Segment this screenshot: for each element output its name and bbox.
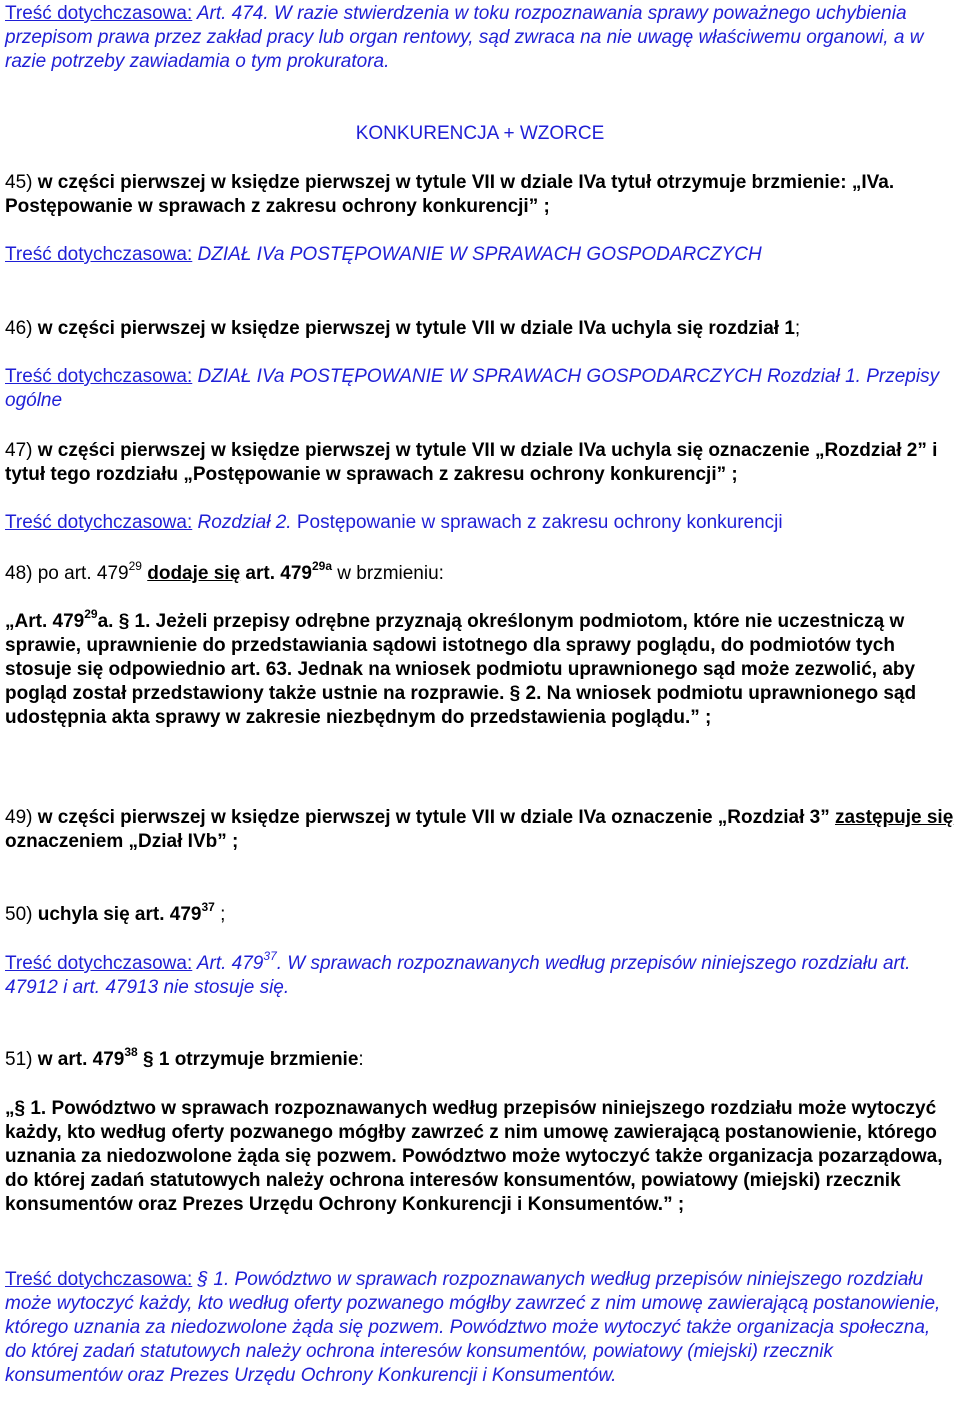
item-tail: ; [214, 904, 226, 925]
item-47-previous-text [5, 511, 955, 535]
item-tail: ; [794, 318, 801, 339]
superscript: 38 [124, 1044, 138, 1059]
item-text: uchyla się art. 479 [37, 904, 202, 925]
item-47 [5, 439, 955, 487]
superscript: 29 [128, 558, 142, 573]
item-article: art. 479 [240, 563, 312, 584]
previous-text-label: Treść dotychczasowa: [5, 244, 193, 265]
item-51 [5, 1044, 955, 1072]
item-46 [5, 317, 955, 341]
previous-text-italic: Rozdział 2. [192, 512, 292, 533]
previous-text-label: Treść dotychczasowa: [5, 366, 193, 387]
item-48 [5, 558, 955, 586]
previous-text-label: Treść dotychczasowa: [5, 1269, 193, 1290]
superscript: 29 [84, 606, 98, 621]
item-48-body [5, 606, 955, 730]
previous-text-body: DZIAŁ IVa POSTĘPOWANIE W SPRAWACH GOSPODARCZYCH Rozdział 1. Przepisy ogólne [5, 366, 940, 411]
previous-text-label: Treść dotychczasowa: [5, 3, 193, 24]
item-number: 48) po art. 479 [5, 563, 129, 584]
item-tail: § 1 otrzymuje brzmienie [137, 1049, 359, 1070]
previous-text-label: Treść dotychczasowa: [5, 953, 193, 974]
superscript: 37 [263, 948, 277, 963]
item-text: w art. 479 [37, 1049, 125, 1070]
previous-text-label: Treść dotychczasowa: [5, 512, 193, 533]
item-51-body: „§ 1. Powództwo w sprawach rozpoznawanych według przepisów niniejszego rozdziału może wytoczyć każdy, kto według oferty pozwanego mógłby zawrzeć z nim umowę zawierającą postanowienie, którego uznania za niedozwolone żąda się pozwem. Powództwo może wytoczyć także organizacja pozarządowa, do której zadań statutowych należy ochrona interesów konsumentów, powiatowy (miejski) rzecznik konsumentów oraz Prezes Urzędu Ochrony Konkurencji i Konsumentów.” ; [5, 1098, 943, 1215]
item-action: zastępuje się [834, 807, 954, 828]
section-heading: KONKURENCJA + WZORCE [355, 123, 605, 144]
item-action: dodaje się [147, 563, 241, 584]
previous-text-body: § 1. Powództwo w sprawach rozpoznawanych według przepisów niniejszego rozdziału może wytoczyć każdy, kto według oferty pozwanego mógłby zawrzeć z nim umowę zawierającą postanowienie, którego uznania za niedozwolone żąda się pozwem. Powództwo może wytoczyć także organizacja społeczna, do której zadań statutowych należy ochrona interesów konsumentów, powiatowy (miejski) rzecznik konsumentów oraz Prezes Urzędu Ochrony Konkurencji i Konsumentów. [5, 1269, 941, 1386]
body-article-suffix: a. [97, 611, 119, 632]
previous-text-body: Art. $479^{37}$. W sprawach rozpoznawanych według przepisów niniejszego rozdziału art. 47912 i art. 47913 nie stosuje się. [5, 948, 911, 998]
item-text: w części pierwszej w księdze pierwszej w tytule VII w dziale IVa uchyla się rozdział 1 [37, 318, 795, 339]
item-number: 51) [5, 1049, 38, 1070]
item-number: 46) [5, 318, 38, 339]
previous-text-art-474 [5, 2, 955, 74]
previous-text-body: Art. 474. W razie stwierdzenia w toku rozpoznawania sprawy poważnego uchybienia przepisom prawa przez zakład pracy lub organ rentowy, sąd zwraca na nie uwagę właściwemu organowi, a w razie potrzeby zawiadamia o tym prokuratora. [5, 3, 924, 72]
item-text: w części pierwszej w księdze pierwszej w tytule VII w dziale IVa tytuł otrzymuje brzmienie: „IVa. Postępowanie w sprawach z zakresu ochrony konkurencji” ; [5, 172, 895, 217]
previous-text-body: DZIAŁ IVa POSTĘPOWANIE W SPRAWACH GOSPODARCZYCH [192, 244, 762, 265]
item-51-previous-text [5, 1268, 955, 1388]
item-46-previous-text [5, 365, 955, 413]
item-number: 50) [5, 904, 38, 925]
item-50-previous-text [5, 948, 955, 1000]
item-49 [5, 806, 955, 854]
body-article: „Art. 479 [5, 611, 85, 632]
superscript: 37 [201, 899, 215, 914]
body-text: § 1. Jeżeli przepisy odrębne przyznają określonym podmiotom, które nie uczestniczą w sprawie, uprawnienie do przedstawiania sądowi istotnego dla sprawy poglądu, do podmiotów tych stosuje się odpowiednio art. 63. Jednak na wniosek podmiotu uprawnionego sąd może zezwolić, aby pogląd został przedstawiony także ustnie na rozprawie. § 2. Na wniosek podmiotu uprawnionego sąd udostępnia akta sprawy w zakresie niezbędnym do przedstawienia poglądu.” ; [5, 611, 917, 728]
item-end: w brzmieniu: [332, 563, 444, 584]
item-number: 49) [5, 807, 38, 828]
item-45-previous-text [5, 243, 955, 267]
previous-text-body: Postępowanie w sprawach z zakresu ochrony konkurencji [291, 512, 783, 533]
item-text: w części pierwszej w księdze pierwszej w tytule VII w dziale IVa uchyla się oznaczenie „Rozdział 2” i tytuł tego rozdziału „Postępowanie w sprawach z zakresu ochrony konkurencji” ; [5, 440, 938, 485]
item-50 [5, 899, 955, 927]
superscript: 29a [311, 558, 333, 573]
item-45 [5, 171, 955, 219]
item-number: 47) [5, 440, 38, 461]
item-number: 45) [5, 172, 38, 193]
item-colon: : [358, 1049, 364, 1070]
item-text-end: oznaczeniem „Dział IVb” ; [5, 831, 239, 852]
item-text: w części pierwszej w księdze pierwszej w tytule VII w dziale IVa oznaczenie „Rozdział 3” [37, 807, 835, 828]
